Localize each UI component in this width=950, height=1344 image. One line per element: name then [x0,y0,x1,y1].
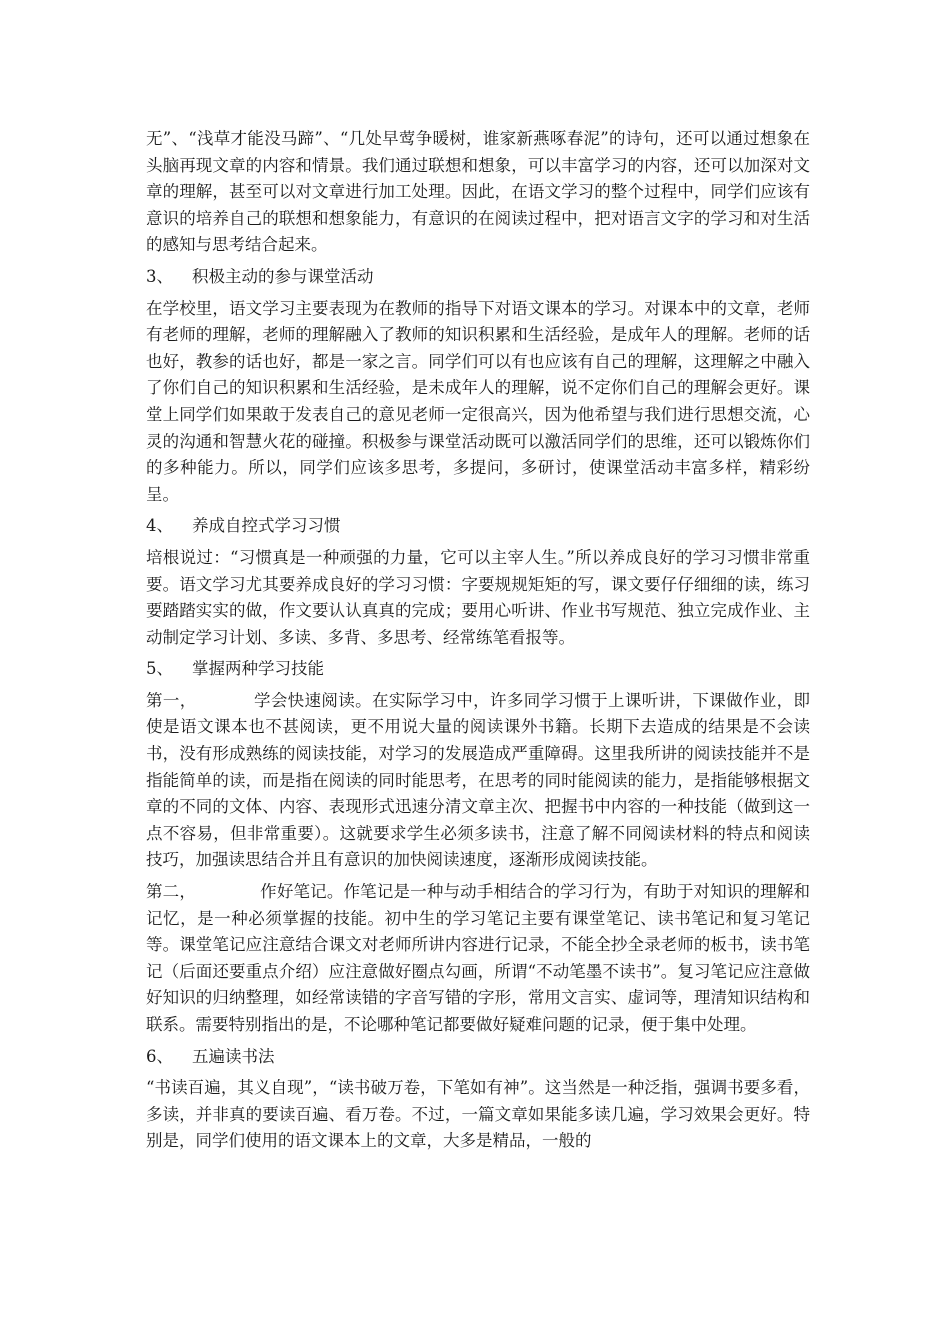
paragraph-reading-method: “书读百遍，其义自现”，“读书破万卷，下笔如有神”。这当然是一种泛指，强调书要多看，多读，并非真的要读百遍、看万卷。不过，一篇文章如果能多读几遍，学习效果会更好。特别是，同学们使用的语文课本上的文章，大多是精品，一般的 [146,1078,810,1151]
paragraph-habits: 培根说过：“习惯真是一种顽强的力量，它可以主宰人生。”所以养成良好的学习习惯非常重要。语文学习尤其要养成良好的学习习惯：字要规规矩矩的写，课文要仔仔细细的读，练习要踏踏实实的做，作文要认认真真的完成；要用心听讲、作业书写规范、独立完成作业、主动制定学习计划、多读、多背、多思考、经常练笔看报等。 [146,547,810,647]
paragraph-body: 学会快速阅读。在实际学习中，许多同学习惯于上课听讲，下课做作业，即使是语文课本也不甚阅读，更不用说大量的阅读课外书籍。长期下去造成的结果是不会读书，没有形成熟练的阅读技能，对学习的发展造成严重障碍。这里我所讲的阅读技能并不是指能简单的读，而是指在阅读的同时能思考，在思考的同时能阅读的能力，是指能够根据文章的不同的文体、内容、表现形式迅速分清文章主次、把握书中内容的一种技能（做到这一点不容易，但非常重要）。这就要求学生必须多读书，注意了解不同阅读材料的特点和阅读技巧，加强读思结合并且有意识的加快阅读速度，逐渐形成阅读技能。 [146,690,811,870]
section-title: 五遍读书法 [192,1046,275,1066]
paragraph-imagination: 无”、“浅草才能没马蹄”、“几处早莺争暖树，谁家新燕啄春泥”的诗句，还可以通过想象在头脑再现文章的内容和情景。我们通过联想和想象，可以丰富学习的内容，还可以加深对文章的理解，甚至可以对文章进行加工处理。因此，在语文学习的整个过程中，同学们应该有意识的培养自己的联想和想象能力，有意识的在阅读过程中，把对语言文字的学习和对生活的感知与思考结合起来。 [146,129,810,255]
section-number: 6、 [146,1046,173,1066]
paragraph-fast-reading [146,688,810,874]
paragraph-notes [146,879,810,1039]
document-page [146,126,810,1160]
section-number: 3、 [146,266,173,286]
section-heading-6 [146,1044,810,1071]
paragraph-lead: 第二， [146,882,196,902]
section-heading-5 [146,656,810,683]
paragraph-lead: 第一， [146,690,197,710]
section-number: 4、 [146,516,173,536]
section-number: 5、 [146,659,173,679]
paragraph-body: 作好笔记。作笔记是一种与动手相结合的学习行为，有助于对知识的理解和记忆，是一种必须掌握的技能。初中生的学习笔记主要有课堂笔记、读书笔记和复习笔记等。课堂笔记应注意结合课文对老师所讲内容进行记录，不能全抄全录老师的板书，读书笔记（后面还要重点介绍）应注意做好圈点勾画，所谓“不动笔墨不读书”。复习笔记应注意做好知识的归纳整理，如经常读错的字音写错的字形，常用文言实、虚词等，理清知识结构和联系。需要特别指出的是，不论哪种笔记都要做好疑难问题的记录，便于集中处理。 [146,882,810,1034]
section-heading-3 [146,264,810,291]
section-title: 养成自控式学习习惯 [192,516,341,536]
section-title: 掌握两种学习技能 [192,659,324,679]
section-title: 积极主动的参与课堂活动 [192,266,374,286]
paragraph-classroom: 在学校里，语文学习主要表现为在教师的指导下对语文课本的学习。对课本中的文章，老师有老师的理解，老师的理解融入了教师的知识积累和生活经验，是成年人的理解。老师的话也好，教参的话也好，都是一家之言。同学们可以有也应该有自己的理解，这理解之中融入了你们自己的知识积累和生活经验，是未成年人的理解，说不定你们自己的理解会更好。课堂上同学们如果敢于发表自己的意见老师一定很高兴，因为他希望与我们进行思想交流，心灵的沟通和智慧火花的碰撞。积极参与课堂活动既可以激活同学们的思维，还可以锻炼你们的多种能力。所以，同学们应该多思考，多提问，多研讨，使课堂活动丰富多样，精彩纷呈。 [146,298,810,504]
section-heading-4 [146,513,810,540]
